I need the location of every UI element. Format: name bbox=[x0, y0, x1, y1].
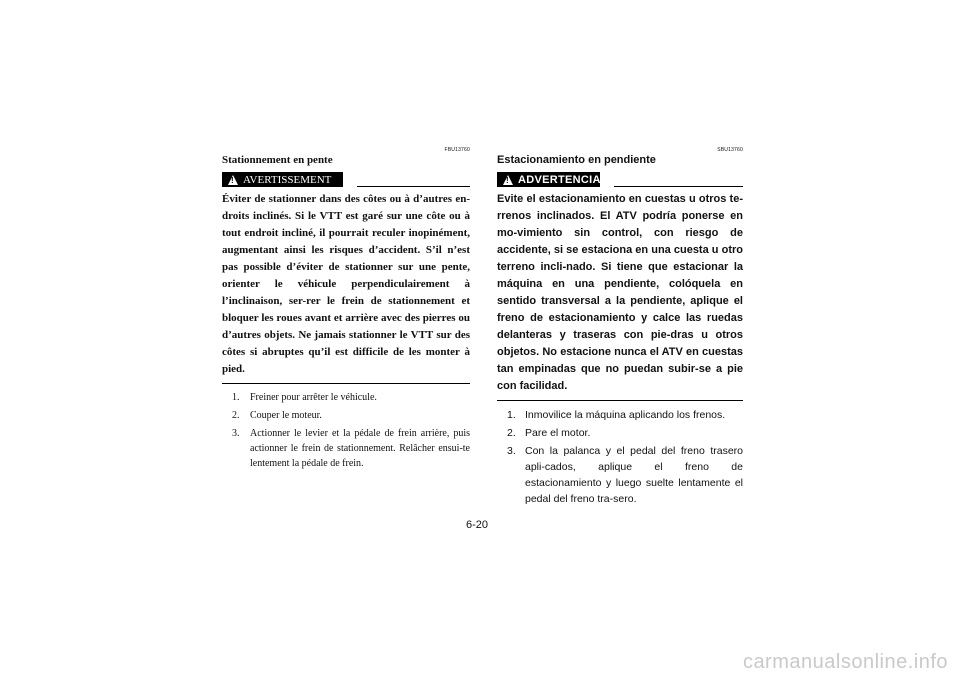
list-item bbox=[222, 390, 470, 405]
step-number: 3. bbox=[507, 445, 516, 457]
warning-triangle-icon bbox=[228, 175, 238, 185]
step-number: 1. bbox=[507, 409, 516, 421]
list-item bbox=[497, 443, 743, 507]
section-code: FBU13760 bbox=[444, 147, 470, 153]
section-title: Stationnement en pente bbox=[222, 154, 333, 166]
step-text: Con la palanca y el pedal del freno trasero apli-cados, aplique el freno de estacionamiento y luego suelte lentamente el pedal del freno tra-sero. bbox=[525, 445, 743, 505]
list-item bbox=[497, 407, 743, 423]
warning-label: ADVERTENCIA bbox=[518, 173, 601, 186]
page-number: 6-20 bbox=[466, 519, 489, 531]
steps-list bbox=[497, 407, 743, 507]
warning-text: Éviter de stationner dans des côtes ou à d’autres en-droits inclinés. Si le VTT est garé sur une côte ou à tout endroit incliné, il pourrait reculer inopinément, augmentant ainsi les risques d’accident. S’il n’est pas possible d’éviter de stationner sur une pente, orienter le véhicule perpendiculairement à l’inclinaison, ser-rer le frein de stationnement et bloquer les roues avant et arrière avec des pierres ou d’autres objets. Ne jamais stationner le VTT sur des côtes si abruptes qu’il est difficile de les monter à pied. bbox=[222, 187, 470, 384]
watermark: carmanualsonline.info bbox=[742, 651, 948, 673]
warning-badge bbox=[497, 172, 600, 187]
warning-triangle-icon bbox=[503, 175, 513, 185]
list-item bbox=[222, 408, 470, 423]
step-number: 2. bbox=[232, 410, 240, 421]
step-text: Couper le moteur. bbox=[250, 410, 322, 421]
warning-label: AVERTISSEMENT bbox=[243, 173, 332, 186]
divider bbox=[357, 171, 470, 187]
warning-header bbox=[222, 171, 470, 187]
list-item bbox=[222, 426, 470, 471]
divider bbox=[614, 171, 743, 187]
step-number: 3. bbox=[232, 428, 240, 439]
step-text: Inmovilice la máquina aplicando los frenos. bbox=[525, 409, 726, 421]
french-column bbox=[222, 146, 470, 474]
steps-list bbox=[222, 390, 470, 471]
section-code: SBU13760 bbox=[717, 147, 743, 153]
spanish-column bbox=[497, 146, 743, 509]
warning-header bbox=[497, 171, 743, 187]
warning-badge bbox=[222, 172, 343, 187]
step-number: 1. bbox=[232, 392, 240, 403]
step-text: Actionner le levier et la pédale de frein arrière, puis actionner le frein de stationnement. Relâcher ensui-te lentement la pédale de frein. bbox=[250, 428, 470, 469]
warning-text: Evite el estacionamiento en cuestas u otros te-rrenos inclinados. El ATV podría ponerse en mo-vimiento sin control, con riesgo de accidente, si se estaciona en una cuesta u otro terreno incli-nado. Si tiene que estacionar la máquina en una pendiente, colóquela en sentido transversal a la pendiente, aplique el freno de estacionamiento y calce las ruedas delanteras y traseras con pie-dras u otros objetos. No estacione nunca el ATV en cuestas tan empinadas que no puedan subir-se a pie con facilidad. bbox=[497, 187, 743, 401]
step-text: Freiner pour arrêter le véhicule. bbox=[250, 392, 377, 403]
step-text: Pare el motor. bbox=[525, 427, 591, 439]
step-number: 2. bbox=[507, 427, 516, 439]
list-item bbox=[497, 425, 743, 441]
section-title: Estacionamiento en pendiente bbox=[497, 154, 656, 166]
